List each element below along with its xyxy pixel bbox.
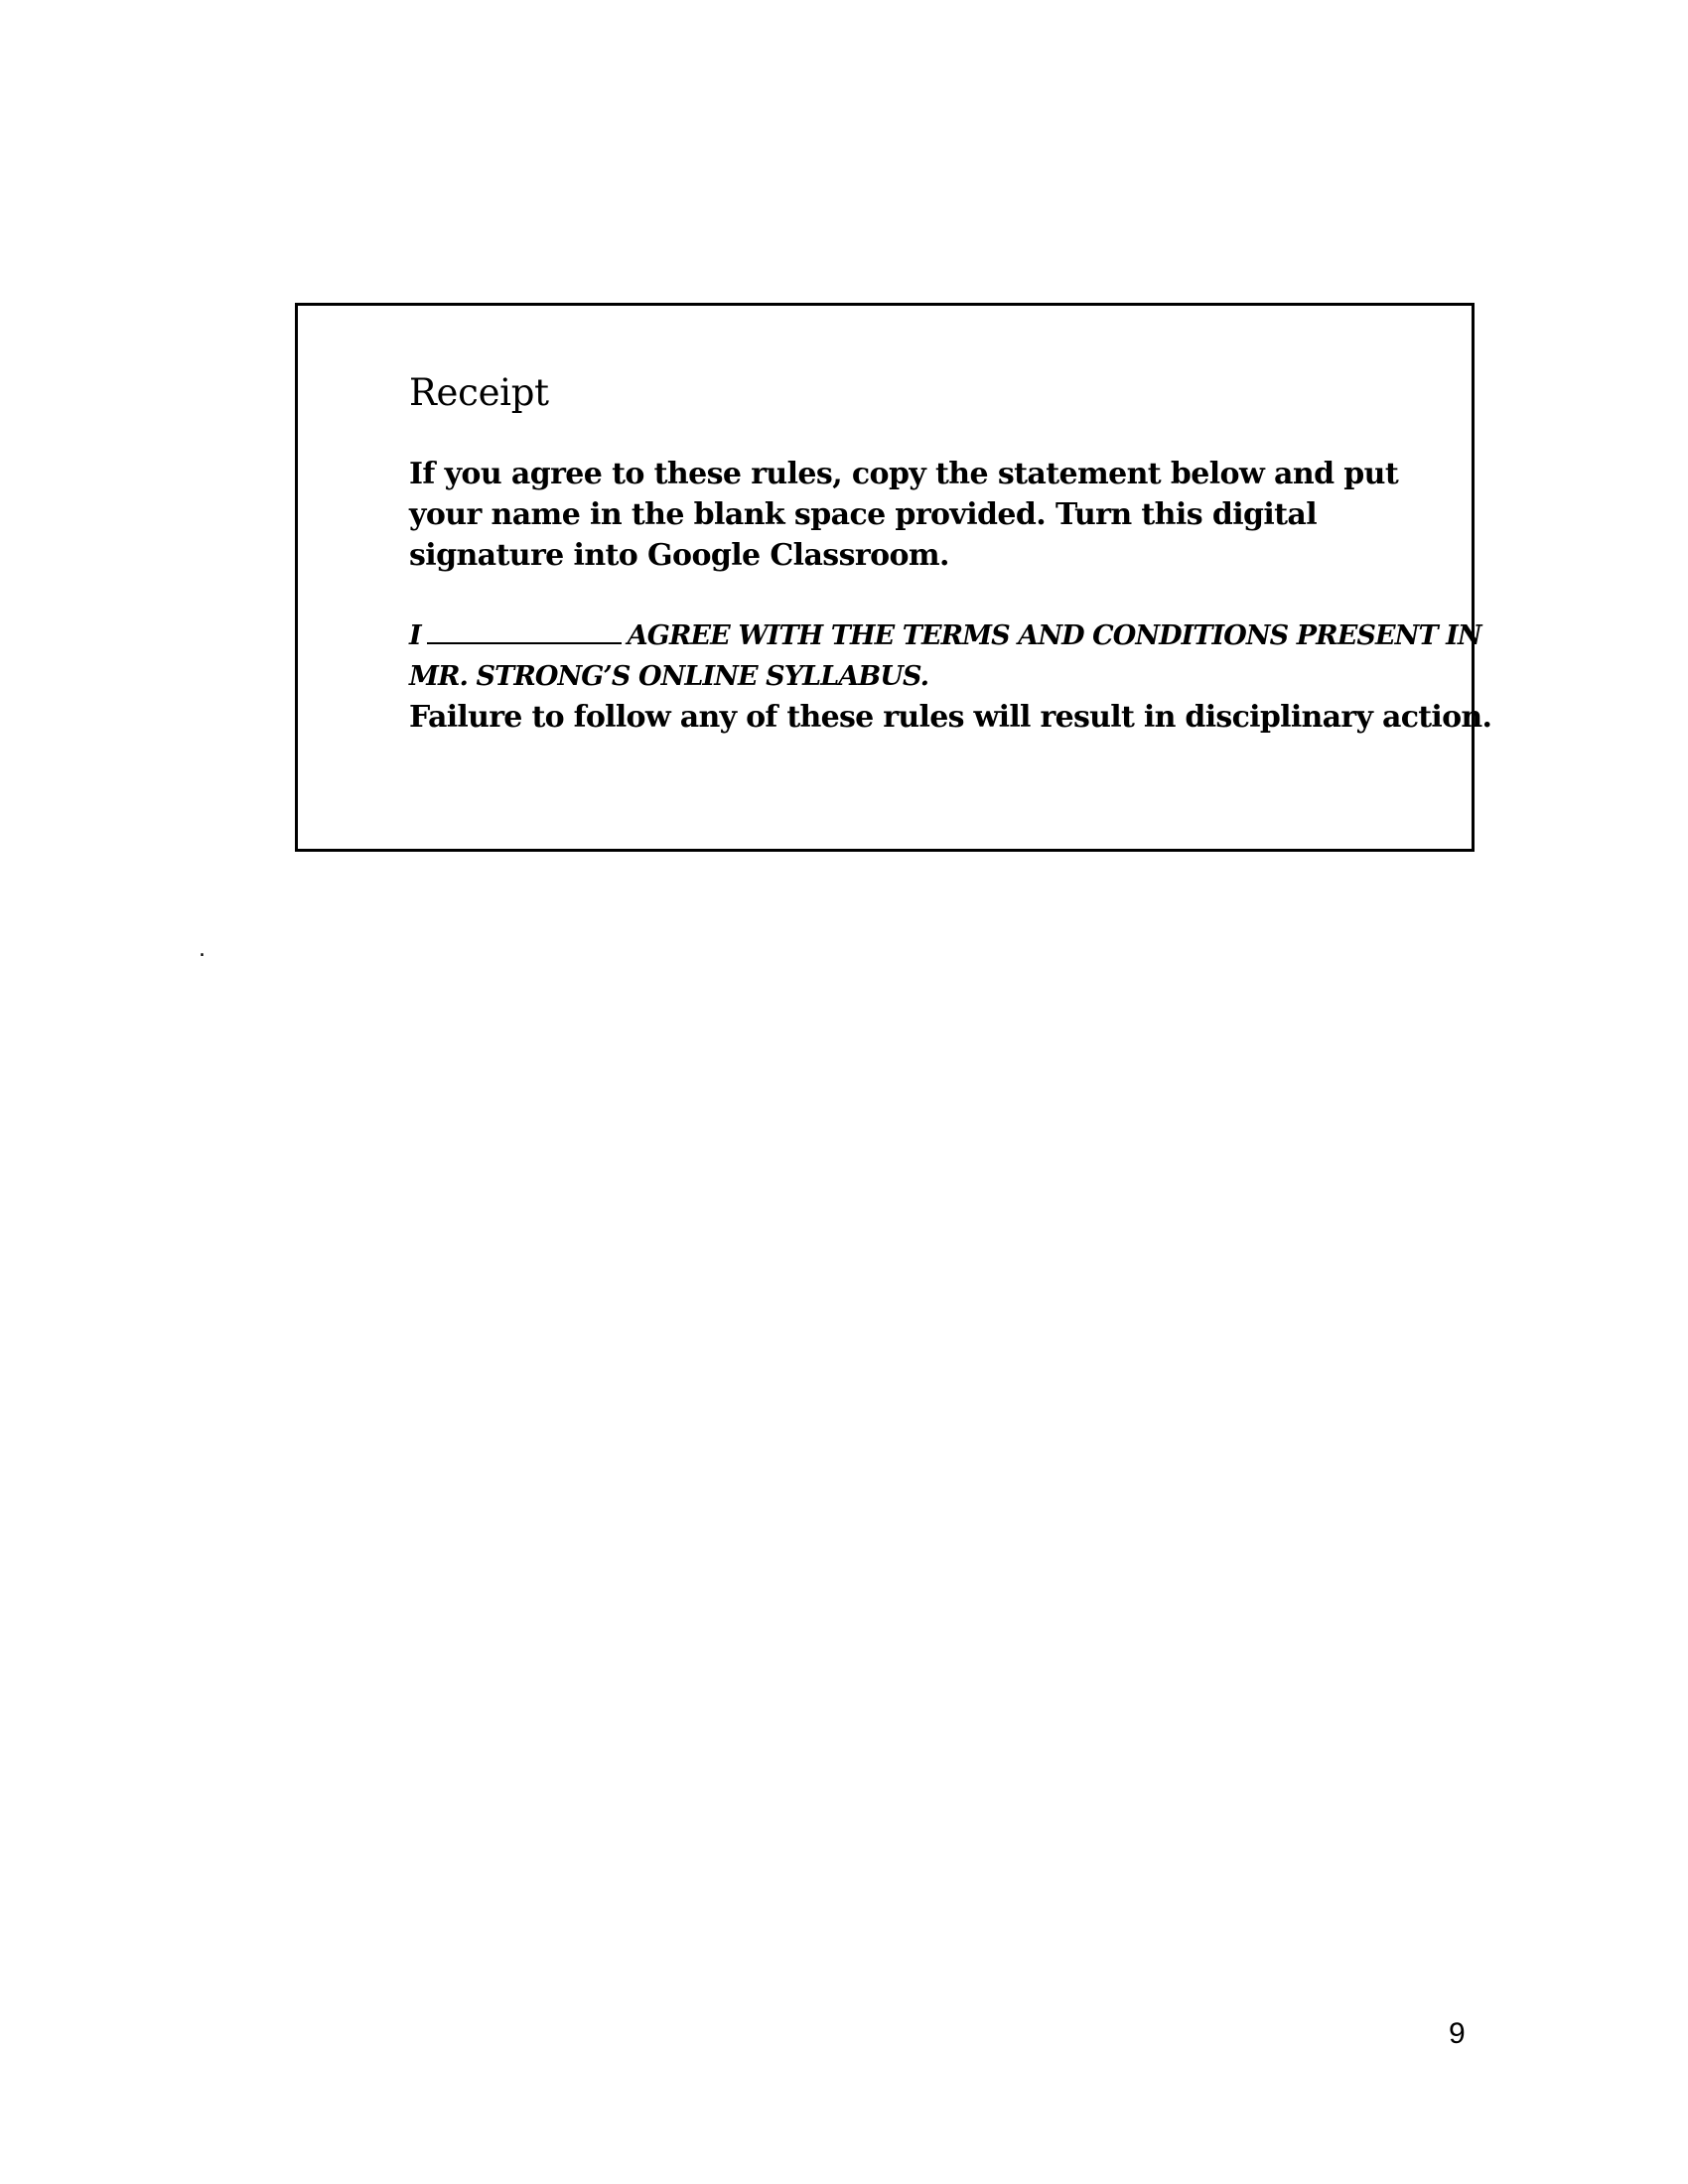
name-blank-line: [427, 615, 622, 644]
agreement-statement: [409, 615, 1481, 697]
disciplinary-warning: Failure to follow any of these rules will result in disciplinary action.: [409, 699, 1492, 735]
receipt-instructions: If you agree to these rules, copy the statement below and put your name in the blank space provided. Turn this digital signature into Google Classroom.: [409, 456, 1399, 573]
receipt-content: [409, 371, 1492, 738]
stray-dot: .: [199, 937, 206, 962]
receipt-box: [295, 303, 1492, 852]
page-number: 9: [1449, 2017, 1466, 2050]
statement-line-1: AGREE WITH THE TERMS AND CONDITIONS PRESENT IN: [627, 619, 1481, 651]
statement-line-2: MR. STRONG’S ONLINE SYLLABUS.: [409, 660, 929, 692]
statement-prefix: I: [409, 619, 421, 651]
receipt-heading: Receipt: [409, 371, 549, 414]
